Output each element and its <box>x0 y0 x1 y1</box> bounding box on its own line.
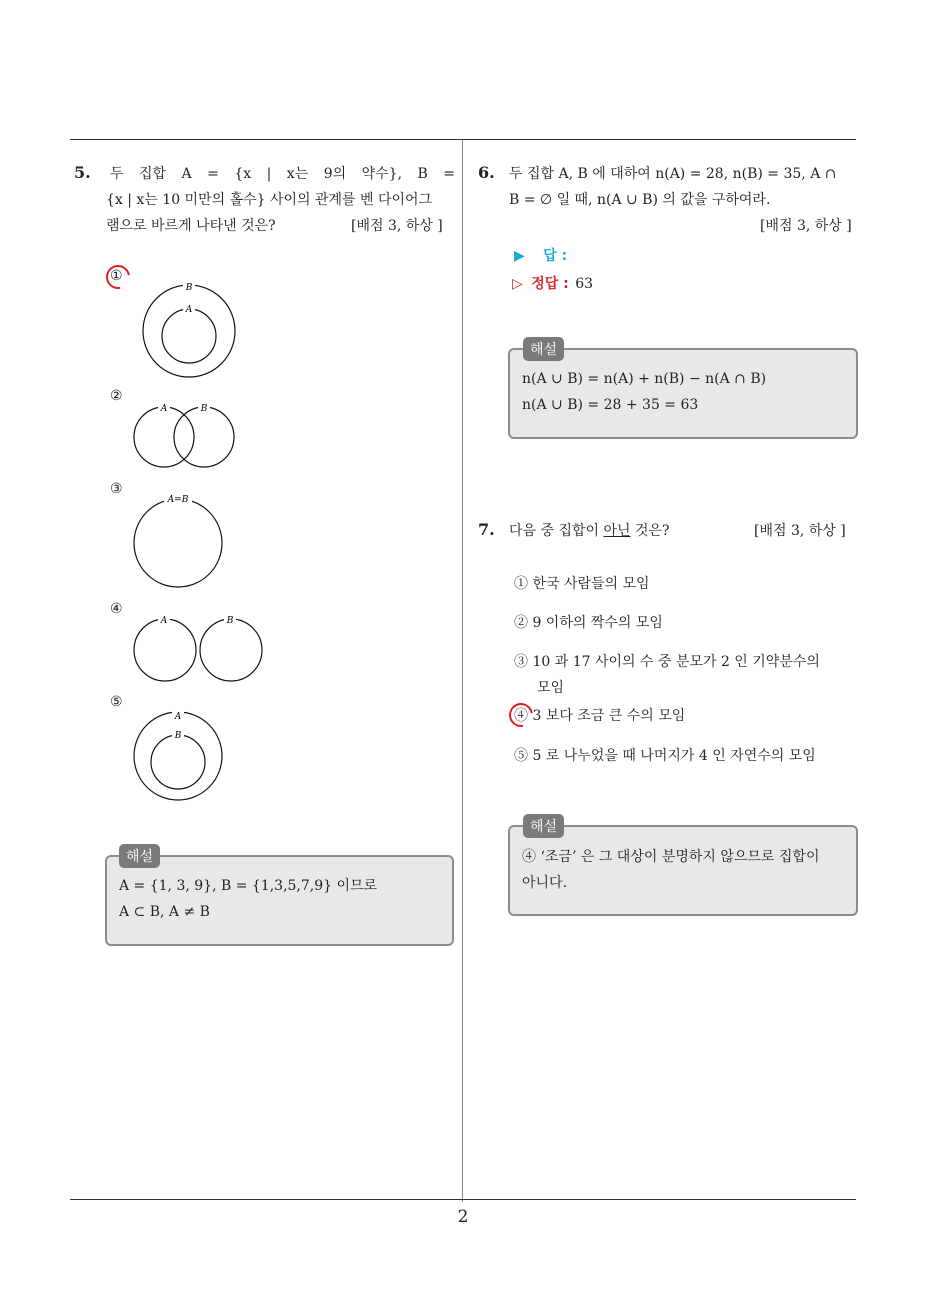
bottom-rule <box>70 1199 856 1200</box>
venn-diagrams <box>0 0 460 820</box>
q7-option-1[interactable]: ① 한국 사람들의 모임 <box>514 576 650 592</box>
q7-solution-line2: 아니다. <box>522 875 568 891</box>
q5-line3: 램으로 바르게 나타낸 것은? <box>106 218 276 234</box>
venn-4-left-label: A <box>160 616 168 626</box>
q5-line1: 두 집합 A = {x | x는 9의 약수}, B = <box>110 166 455 182</box>
q7-text-after: 것은? <box>630 523 670 539</box>
q5-choice-1[interactable]: ① <box>110 268 123 284</box>
q5-score: [배점 3, 하상 ] <box>351 218 443 234</box>
venn-2 <box>134 401 234 467</box>
venn-2-right-label: B <box>200 404 208 414</box>
venn-4 <box>134 613 262 681</box>
q5-line2: {x | x는 10 미만의 홀수} 사이의 관계를 벤 다이어그 <box>106 192 433 208</box>
q6-answer-row[interactable] <box>514 245 567 265</box>
q5-choice-4[interactable]: ④ <box>110 601 123 617</box>
page-number: 2 <box>457 1207 469 1227</box>
q7-option-2[interactable]: ② 9 이하의 짝수의 모임 <box>514 615 663 631</box>
venn-3-label: A=B <box>167 495 189 505</box>
q6-solution-line2: n(A ∪ B) = 28 + 35 = 63 <box>522 397 699 413</box>
venn-1-inner-label: A <box>185 305 193 315</box>
q5-solution-tab: 해설 <box>119 844 160 868</box>
q5-choice-3[interactable]: ③ <box>110 481 123 497</box>
q6-correct-label: 정답 : <box>531 276 569 292</box>
venn-3 <box>134 492 222 587</box>
q6-score: [배점 3, 하상 ] <box>760 218 852 234</box>
answer-play-icon: ▶ <box>514 248 525 264</box>
venn-4-right-label: B <box>226 616 234 626</box>
q6-number: 6. <box>478 163 495 182</box>
q6-solution-line1: n(A ∪ B) = n(A) + n(B) − n(A ∩ B) <box>522 371 767 387</box>
q7-score: [배점 3, 하상 ] <box>754 523 846 539</box>
venn-5-outer-label: A <box>174 712 182 722</box>
venn-1-outer-label: B <box>185 283 193 293</box>
selected-answer-mark <box>504 698 537 731</box>
q7-option-4[interactable]: ④ 3 보다 조금 큰 수의 모임 <box>514 708 686 724</box>
q7-solution-tab: 해설 <box>523 814 564 838</box>
q6-line2: B = ∅ 일 때, n(A ∪ B) 의 값을 구하여라. <box>509 192 771 208</box>
q7-text-underlined: 아닌 <box>603 523 631 539</box>
correct-arrow-icon: ▷ <box>512 276 523 292</box>
venn-2-left-label: A <box>160 404 168 414</box>
q7-solution-line1: ④ ‘조금’ 은 그 대상이 분명하지 않으므로 집합이 <box>522 849 820 865</box>
venn-5 <box>134 709 222 800</box>
q6-correct-value: 63 <box>575 276 594 292</box>
q6-correct-row <box>512 273 593 293</box>
column-divider <box>462 140 463 1202</box>
q5-solution-line1: A = {1, 3, 9}, B = {1,3,5,7,9} 이므로 <box>119 878 378 894</box>
q6-answer-label: 답 : <box>543 248 568 264</box>
q5-number: 5. <box>74 163 91 182</box>
q7-option-3[interactable]: ③ 10 과 17 사이의 수 중 분모가 2 인 기약분수의 <box>514 654 820 670</box>
q6-line1: 두 집합 A, B 에 대하여 n(A) = 28, n(B) = 35, A ∩ <box>509 166 837 182</box>
q5-choice-5[interactable]: ⑤ <box>110 694 123 710</box>
q7-option-3-cont: 모임 <box>537 680 565 696</box>
q6-solution-tab: 해설 <box>523 337 564 361</box>
q7-number: 7. <box>478 520 495 539</box>
q7-text-before: 다음 중 집합이 <box>509 523 604 539</box>
venn-5-inner-label: B <box>174 731 182 741</box>
q5-solution-line2: A ⊂ B, A ≠ B <box>119 904 210 920</box>
venn-1 <box>143 280 235 377</box>
q7-option-5[interactable]: ⑤ 5 로 나누었을 때 나머지가 4 인 자연수의 모임 <box>514 748 816 764</box>
q7-question <box>509 518 670 544</box>
q5-choice-2[interactable]: ② <box>110 388 123 404</box>
